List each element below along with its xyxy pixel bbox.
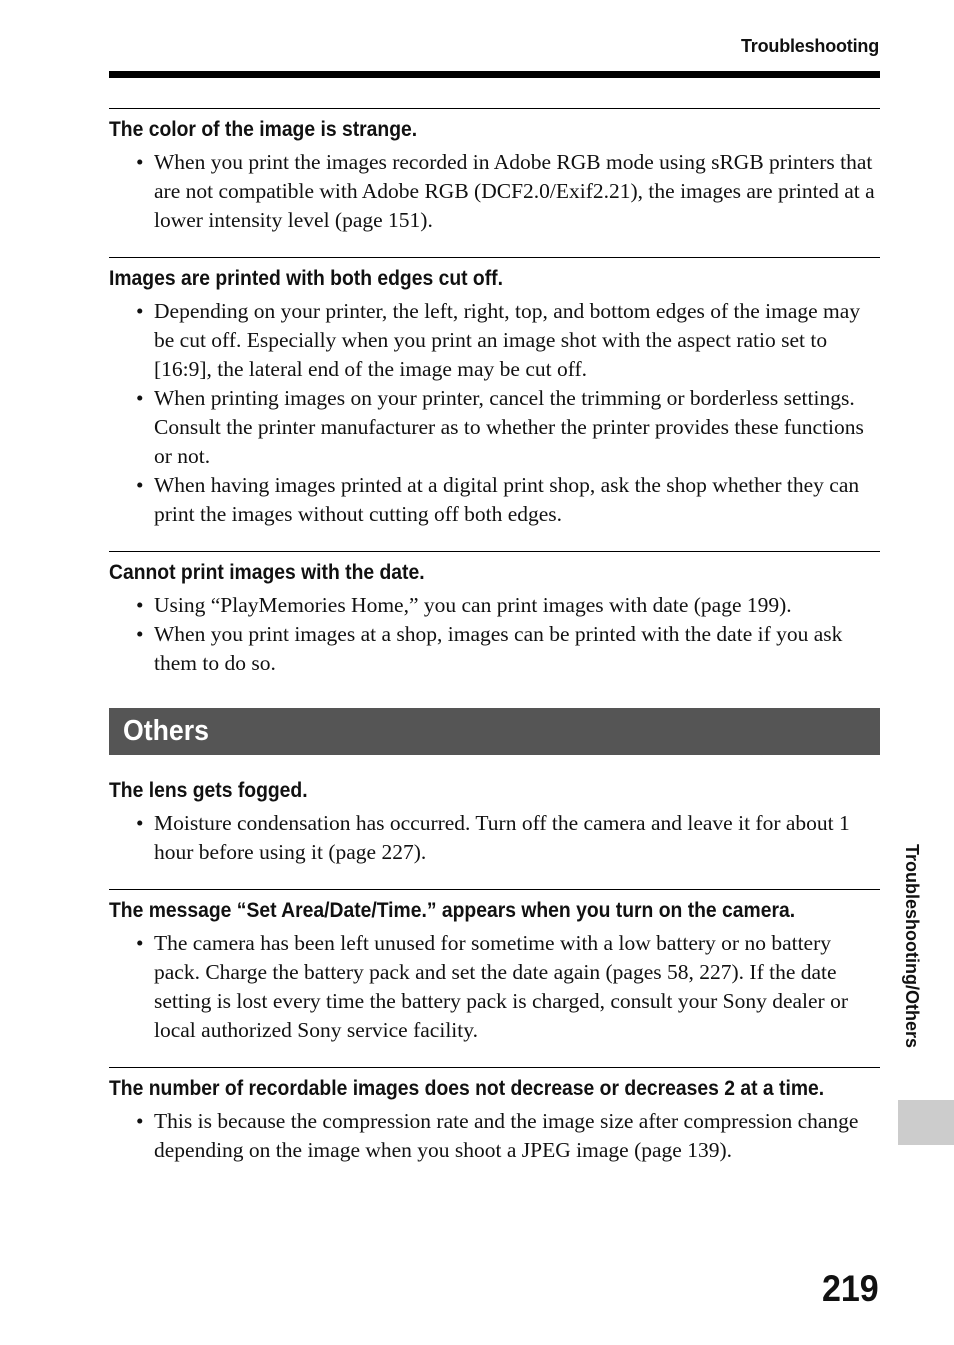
list-item-text: Depending on your printer, the left, right, top, and bottom edges of the image may be cut off. Especially when you print an image shot with the aspect ratio set to [16:9], the lateral end of the image may be cut off. (154, 299, 861, 381)
bullet-list (109, 809, 880, 867)
page-number: 219 (822, 1268, 879, 1309)
bullet-icon: • (136, 386, 144, 410)
list-item (109, 471, 880, 529)
list-item-text: Moisture condensation has occurred. Turn off the camera and leave it for about 1 hour before using it (page 227). (154, 811, 850, 864)
section-heading: The message “Set Area/Date/Time.” appears when you turn on the camera. (109, 899, 796, 922)
section-heading: The lens gets fogged. (109, 779, 308, 802)
list-item (109, 809, 880, 867)
troubleshoot-section (109, 551, 880, 678)
list-item (109, 929, 880, 1045)
header-rule (109, 71, 880, 78)
bullet-list (109, 148, 880, 235)
list-item (109, 148, 880, 235)
side-index-tab (895, 844, 929, 1084)
troubleshoot-section (109, 775, 880, 867)
troubleshoot-section (109, 257, 880, 529)
running-header: Troubleshooting (741, 36, 879, 56)
list-item-text: When you print images at a shop, images can be printed with the date if you ask them to do so. (154, 622, 843, 675)
side-index-marker (898, 1100, 954, 1145)
list-item-text: When you print the images recorded in Adobe RGB mode using sRGB printers that are not compatible with Adobe RGB (DCF2.0/Exif2.21), the images are printed at a lower intensity level (page 151). (154, 150, 875, 232)
others-category-bar (109, 708, 880, 755)
bullet-list (109, 929, 880, 1045)
category-title: Others (123, 715, 210, 747)
list-item (109, 591, 880, 620)
list-item (109, 384, 880, 471)
list-item (109, 297, 880, 384)
list-item-text: This is because the compression rate and the image size after compression change depending on the image when you shoot a JPEG image (page 139). (154, 1109, 859, 1162)
troubleshoot-section (109, 1067, 880, 1165)
bullet-list (109, 1107, 880, 1165)
section-heading: Images are printed with both edges cut off. (109, 267, 503, 290)
bullet-icon: • (136, 931, 144, 955)
bullet-icon: • (136, 150, 144, 174)
bullet-list (109, 297, 880, 529)
list-item (109, 620, 880, 678)
page-content (109, 108, 880, 1165)
bullet-list (109, 591, 880, 678)
bullet-icon: • (136, 1109, 144, 1133)
bullet-icon: • (136, 593, 144, 617)
list-item-text: When having images printed at a digital print shop, ask the shop whether they can print the images without cutting off both edges. (154, 473, 860, 526)
side-tab-label: Troubleshooting/Others (902, 844, 922, 1049)
bullet-icon: • (136, 622, 144, 646)
troubleshoot-section (109, 108, 880, 235)
list-item-text: When printing images on your printer, cancel the trimming or borderless settings. Consult the printer manufacturer as to whether the printer provides these functions or not. (154, 386, 864, 468)
bullet-icon: • (136, 811, 144, 835)
list-item (109, 1107, 880, 1165)
section-heading: Cannot print images with the date. (109, 561, 425, 584)
section-heading: The color of the image is strange. (109, 118, 418, 141)
section-heading: The number of recordable images does not decrease or decreases 2 at a time. (109, 1077, 825, 1100)
bullet-icon: • (136, 473, 144, 497)
list-item-text: The camera has been left unused for sometime with a low battery or no battery pack. Charge the battery pack and set the date again (pages 58, 227). If the date setting is lost every time the battery pack is charged, consult your Sony dealer or local authorized Sony service facility. (154, 931, 848, 1042)
list-item-text: Using “PlayMemories Home,” you can print images with date (page 199). (154, 593, 792, 617)
bullet-icon: • (136, 299, 144, 323)
troubleshoot-section (109, 889, 880, 1045)
